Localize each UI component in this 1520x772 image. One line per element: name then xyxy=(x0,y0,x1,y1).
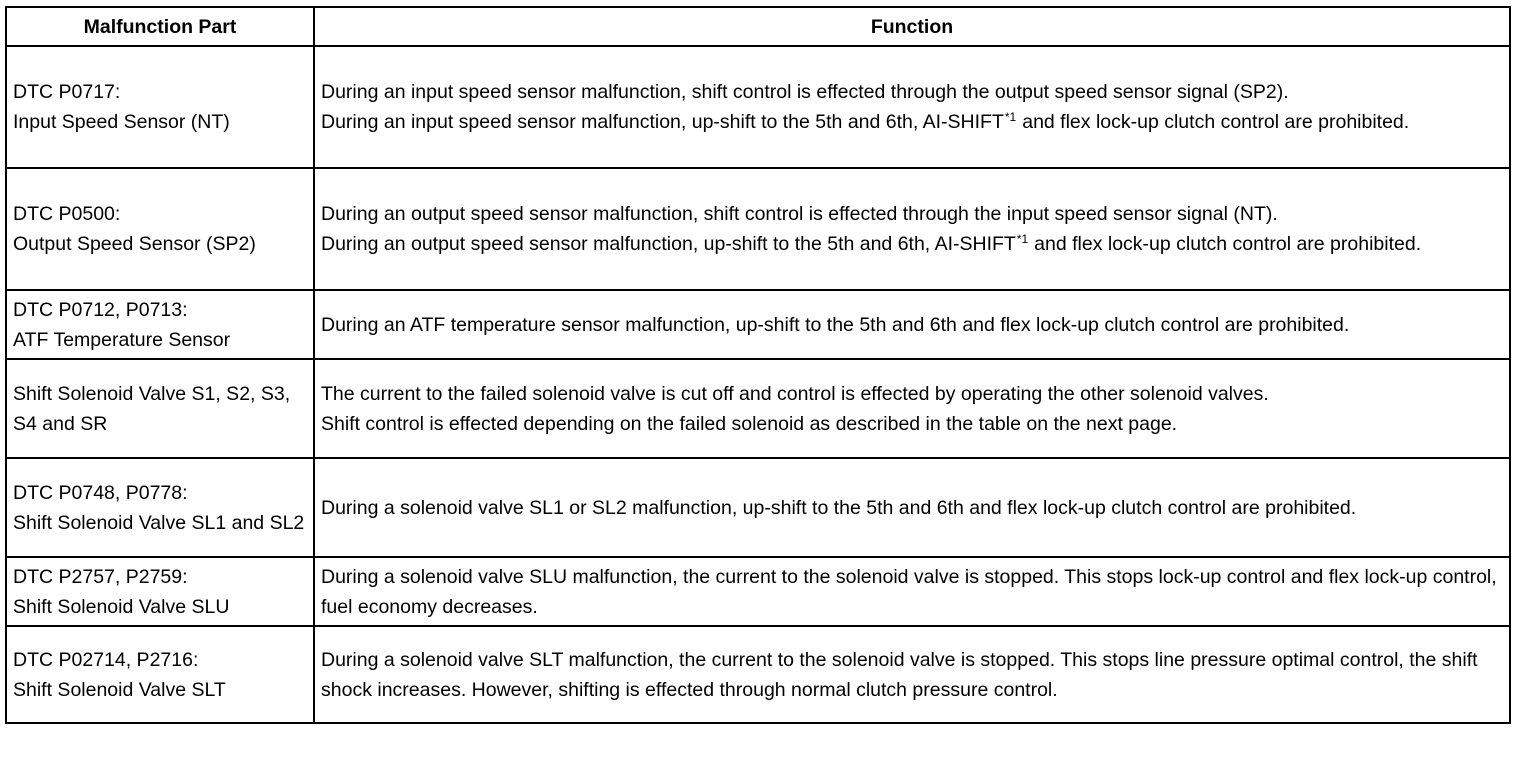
function-text: During an output speed sensor malfunction, up-shift to the 5th and 6th, AI-SHIFT xyxy=(321,233,1016,255)
part-line: Input Speed Sensor (NT) xyxy=(13,111,230,133)
function-paragraph xyxy=(321,107,1504,137)
part-line: Shift Solenoid Valve S1, S2, S3, S4 and SR xyxy=(13,382,291,435)
table-row xyxy=(6,168,1510,290)
footnote-marker: *1 xyxy=(1016,231,1029,246)
function-paragraph: During an ATF temperature sensor malfunction, up-shift to the 5th and 6th and flex lock-up clutch control are prohibited. xyxy=(321,313,1350,336)
function-cell xyxy=(314,359,1510,458)
function-text: During an input speed sensor malfunction, up-shift to the 5th and 6th, AI-SHIFT xyxy=(321,111,1004,133)
malfunction-part-cell xyxy=(6,557,314,626)
malfunction-part-cell xyxy=(6,46,314,168)
malfunction-part-cell xyxy=(6,168,314,290)
part-line: ATF Temperature Sensor xyxy=(13,328,231,351)
table-row xyxy=(6,359,1510,458)
part-line: DTC P02714, P2716: xyxy=(13,648,199,671)
function-paragraph: The current to the failed solenoid valve is cut off and control is effected by operating the other solenoid valves. xyxy=(321,382,1269,405)
function-paragraph: During a solenoid valve SLT malfunction, the current to the solenoid valve is stopped. This stops line pressure optimal control, the shift shock increases. However, shifting is effected through normal clutch pressure control. xyxy=(321,648,1478,701)
function-paragraph: During a solenoid valve SLU malfunction, the current to the solenoid valve is stopped. This stops lock-up control and flex lock-up control, fuel economy decreases. xyxy=(321,565,1497,618)
table-row xyxy=(6,626,1510,723)
function-paragraph: During an input speed sensor malfunction, shift control is effected through the output speed sensor signal (SP2). xyxy=(321,81,1289,103)
footnote-marker: *1 xyxy=(1004,109,1017,124)
table-row xyxy=(6,290,1510,359)
function-cell xyxy=(314,458,1510,557)
function-text: and flex lock-up clutch control are prohibited. xyxy=(1034,233,1422,255)
table-row xyxy=(6,46,1510,168)
part-line: Shift Solenoid Valve SL1 and SL2 xyxy=(13,511,305,534)
table-header-row xyxy=(6,7,1510,46)
part-line: DTC P0712, P0713: xyxy=(13,298,188,321)
function-paragraph: Shift control is effected depending on the failed solenoid as described in the table on the next page. xyxy=(321,412,1178,435)
function-cell xyxy=(314,557,1510,626)
part-line: DTC P2757, P2759: xyxy=(13,565,188,588)
malfunction-part-cell xyxy=(6,290,314,359)
part-line: Output Speed Sensor (SP2) xyxy=(13,233,256,255)
function-cell xyxy=(314,46,1510,168)
part-line: Shift Solenoid Valve SLT xyxy=(13,678,226,701)
malfunction-table xyxy=(5,6,1511,724)
function-paragraph: During an output speed sensor malfunction, shift control is effected through the input speed sensor signal (NT). xyxy=(321,203,1278,225)
header-function: Function xyxy=(314,7,1510,46)
part-line: DTC P0717: xyxy=(13,81,121,103)
malfunction-part-cell xyxy=(6,359,314,458)
header-malfunction-part: Malfunction Part xyxy=(6,7,314,46)
function-paragraph: During a solenoid valve SL1 or SL2 malfunction, up-shift to the 5th and 6th and flex lock-up clutch control are prohibited. xyxy=(321,496,1357,519)
table-row xyxy=(6,557,1510,626)
function-cell xyxy=(314,290,1510,359)
malfunction-part-cell xyxy=(6,626,314,723)
part-line: DTC P0748, P0778: xyxy=(13,481,188,504)
malfunction-part-cell xyxy=(6,458,314,557)
function-cell xyxy=(314,168,1510,290)
function-cell xyxy=(314,626,1510,723)
function-paragraph xyxy=(321,229,1504,259)
table-row xyxy=(6,458,1510,557)
part-line: DTC P0500: xyxy=(13,203,121,225)
function-text: and flex lock-up clutch control are prohibited. xyxy=(1022,111,1410,133)
part-line: Shift Solenoid Valve SLU xyxy=(13,595,230,618)
